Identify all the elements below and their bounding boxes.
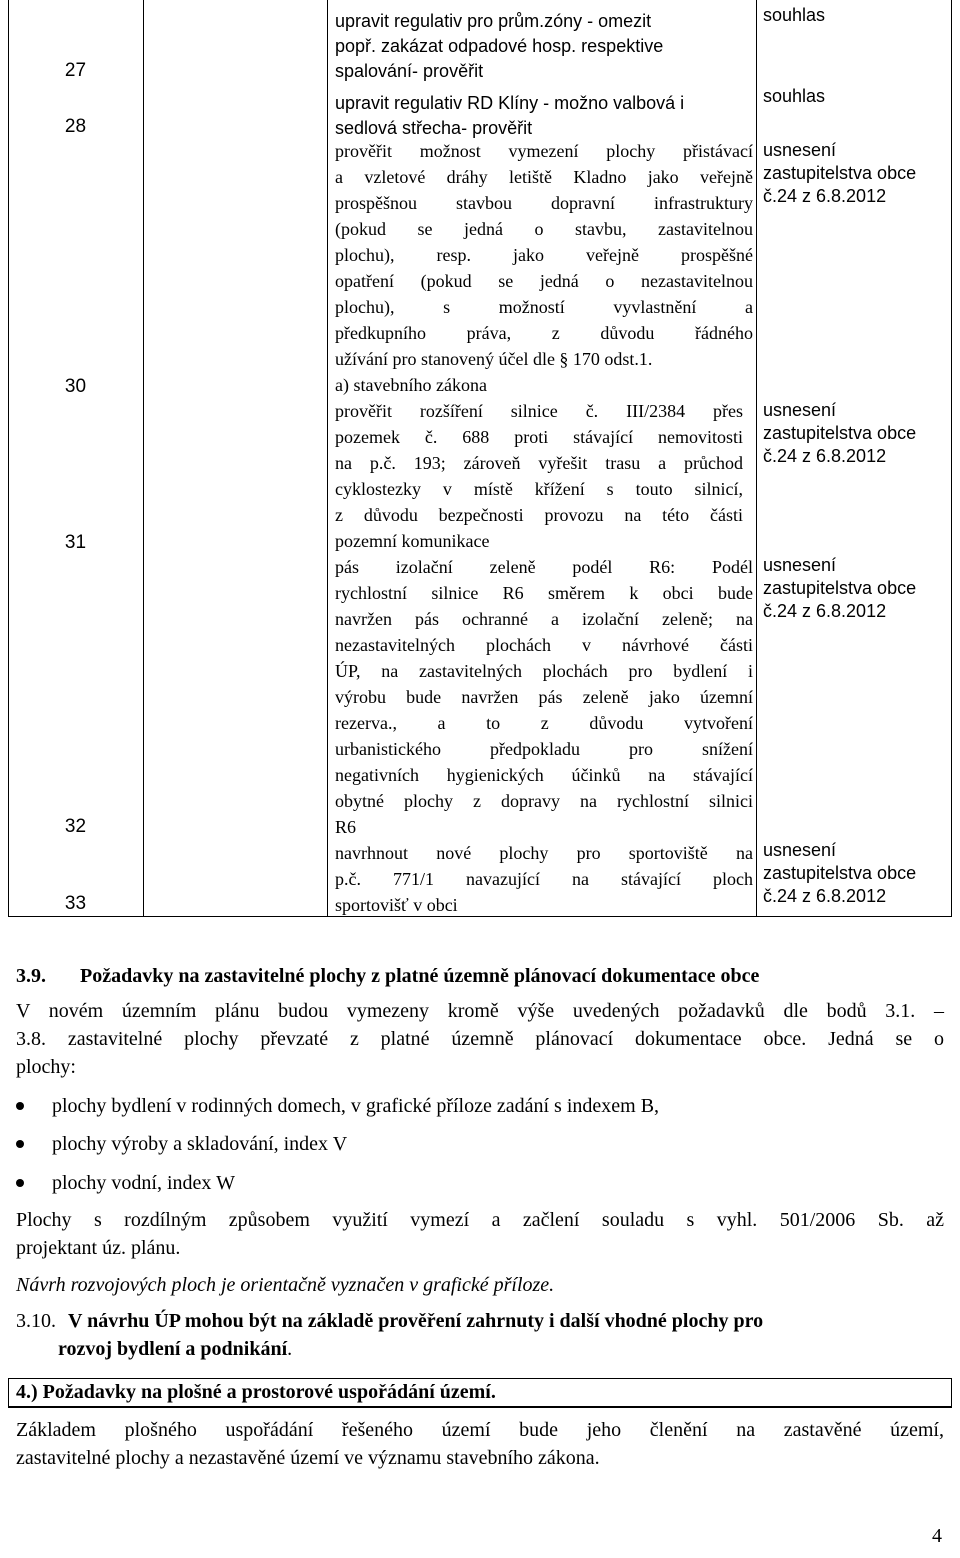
section-4-heading: 4.) Požadavky na plošné a prostorové uspořádání území. [16,1381,496,1403]
table-divider-2 [327,0,328,917]
row-description: prověřit možnost vymezení plochy přistávací a vzletové dráhy letiště Kladno jako veřejně prospěšnou stavbou dopravní infrastruktury (pokud se jedná o stavbu, zastavitelnou plochu), resp. jako veřejně prospěšné opatření (pokud se jedná o nezastavitelnou plochu), s možností vyvlastnění a předkupního práva, z důvodu řádného užívání pro stanovený účel dle § 170 odst.1. a) stavebního zákona [335,141,753,395]
section-4-paragraph: Základem plošného uspořádání řešeného území bude jeho členění na zastavěné území, zastavitelné plochy a nezastavěné území ve významu stavebního zákona. [16,1419,944,1469]
italic-note: Návrh rozvojových ploch je orientačně vyznačen v grafické příloze. [16,1274,555,1296]
row-status: usnesení zastupitelstva obce č.24 z 6.8.2012 [763,840,917,906]
bullet-icon [16,1140,24,1148]
section-3-9-heading [16,962,759,990]
row-description: upravit regulativ RD Klíny - možno valbová i sedlová střecha- prověřit [335,93,685,138]
section-3-10-line1: V návrhu ÚP mohou být na základě prověření zahrnuty i další vhodné plochy pro [68,1310,764,1332]
section-3-9-closing: Plochy s rozdílným způsobem využití vymezí a začlení souladu s vyhl. 501/2006 Sb. až projektant úz. plánu. [16,1209,944,1259]
row-status: souhlas [763,5,826,25]
row-number: 30 [64,376,87,397]
page-number: 4 [932,1525,942,1547]
list-item: plochy vodní, index W [52,1172,235,1194]
row-number: 31 [64,532,87,553]
section-3-10-line2: rozvoj bydlení a podnikání. [58,1338,293,1360]
section-title: Požadavky na zastavitelné plochy z platné územně plánovací dokumentace obce [80,965,760,987]
section-3-10-number: 3.10. [16,1310,56,1332]
row-description: upravit regulativ pro prům.zóny - omezit popř. zakázat odpadové hosp. respektive spalování- prověřit [335,11,664,81]
row-description: prověřit rozšíření silnice č. III/2384 přes pozemek č. 688 proti stávající nemovitosti na p.č. 193; zároveň vyřešit trasu a průchod cyklostezky v místě křížení s touto silnicí, z důvodu bezpečnosti provozu na této části pozemní komunikace [335,401,743,551]
row-status: usnesení zastupitelstva obce č.24 z 6.8.2012 [763,555,917,621]
table-border-right [951,0,952,917]
row-status: usnesení zastupitelstva obce č.24 z 6.8.2012 [763,400,917,466]
requirements-table [8,0,952,917]
row-status: souhlas [763,86,826,106]
row-number: 27 [64,60,87,81]
section-3-9-paragraph: V novém územním plánu budou vymezeny kromě výše uvedených požadavků dle bodů 3.1. – 3.8. zastavitelné plochy převzaté z platné územně plánovací dokumentace obce. Jedná se o plochy: [16,1000,944,1078]
bullet-icon [16,1179,24,1187]
table-divider-3 [756,0,757,917]
bullet-icon [16,1102,24,1110]
row-number: 33 [64,893,87,914]
row-description: navrhnout nové plochy pro sportoviště na p.č. 771/1 navazující na stávající ploch sportovišť v obci [335,843,753,915]
row-number: 32 [64,816,87,837]
row-number: 28 [64,116,87,137]
section-number: 3.9. [16,965,46,987]
list-item: plochy bydlení v rodinných domech, v grafické příloze zadání s indexem B, [52,1095,660,1117]
row-description: pás izolační zeleně podél R6: Podél rychlostní silnice R6 směrem k obci bude navržen pás ochranné a izolační zeleně; na nezastavitelných plochách v návrhové části ÚP, na zastavitelných plochách pro bydlení i výrobu bude navržen pás zeleně jako územní rezerva., a to z důvodu vytvoření urbanistického předpokladu pro snížení negativních hygienických účinků na stávající obytné plochy z dopravy na rychlostní silnici R6 [335,557,753,837]
table-divider-1 [143,0,144,917]
list-item: plochy výroby a skladování, index V [52,1133,348,1155]
row-status: usnesení zastupitelstva obce č.24 z 6.8.2012 [763,140,917,206]
